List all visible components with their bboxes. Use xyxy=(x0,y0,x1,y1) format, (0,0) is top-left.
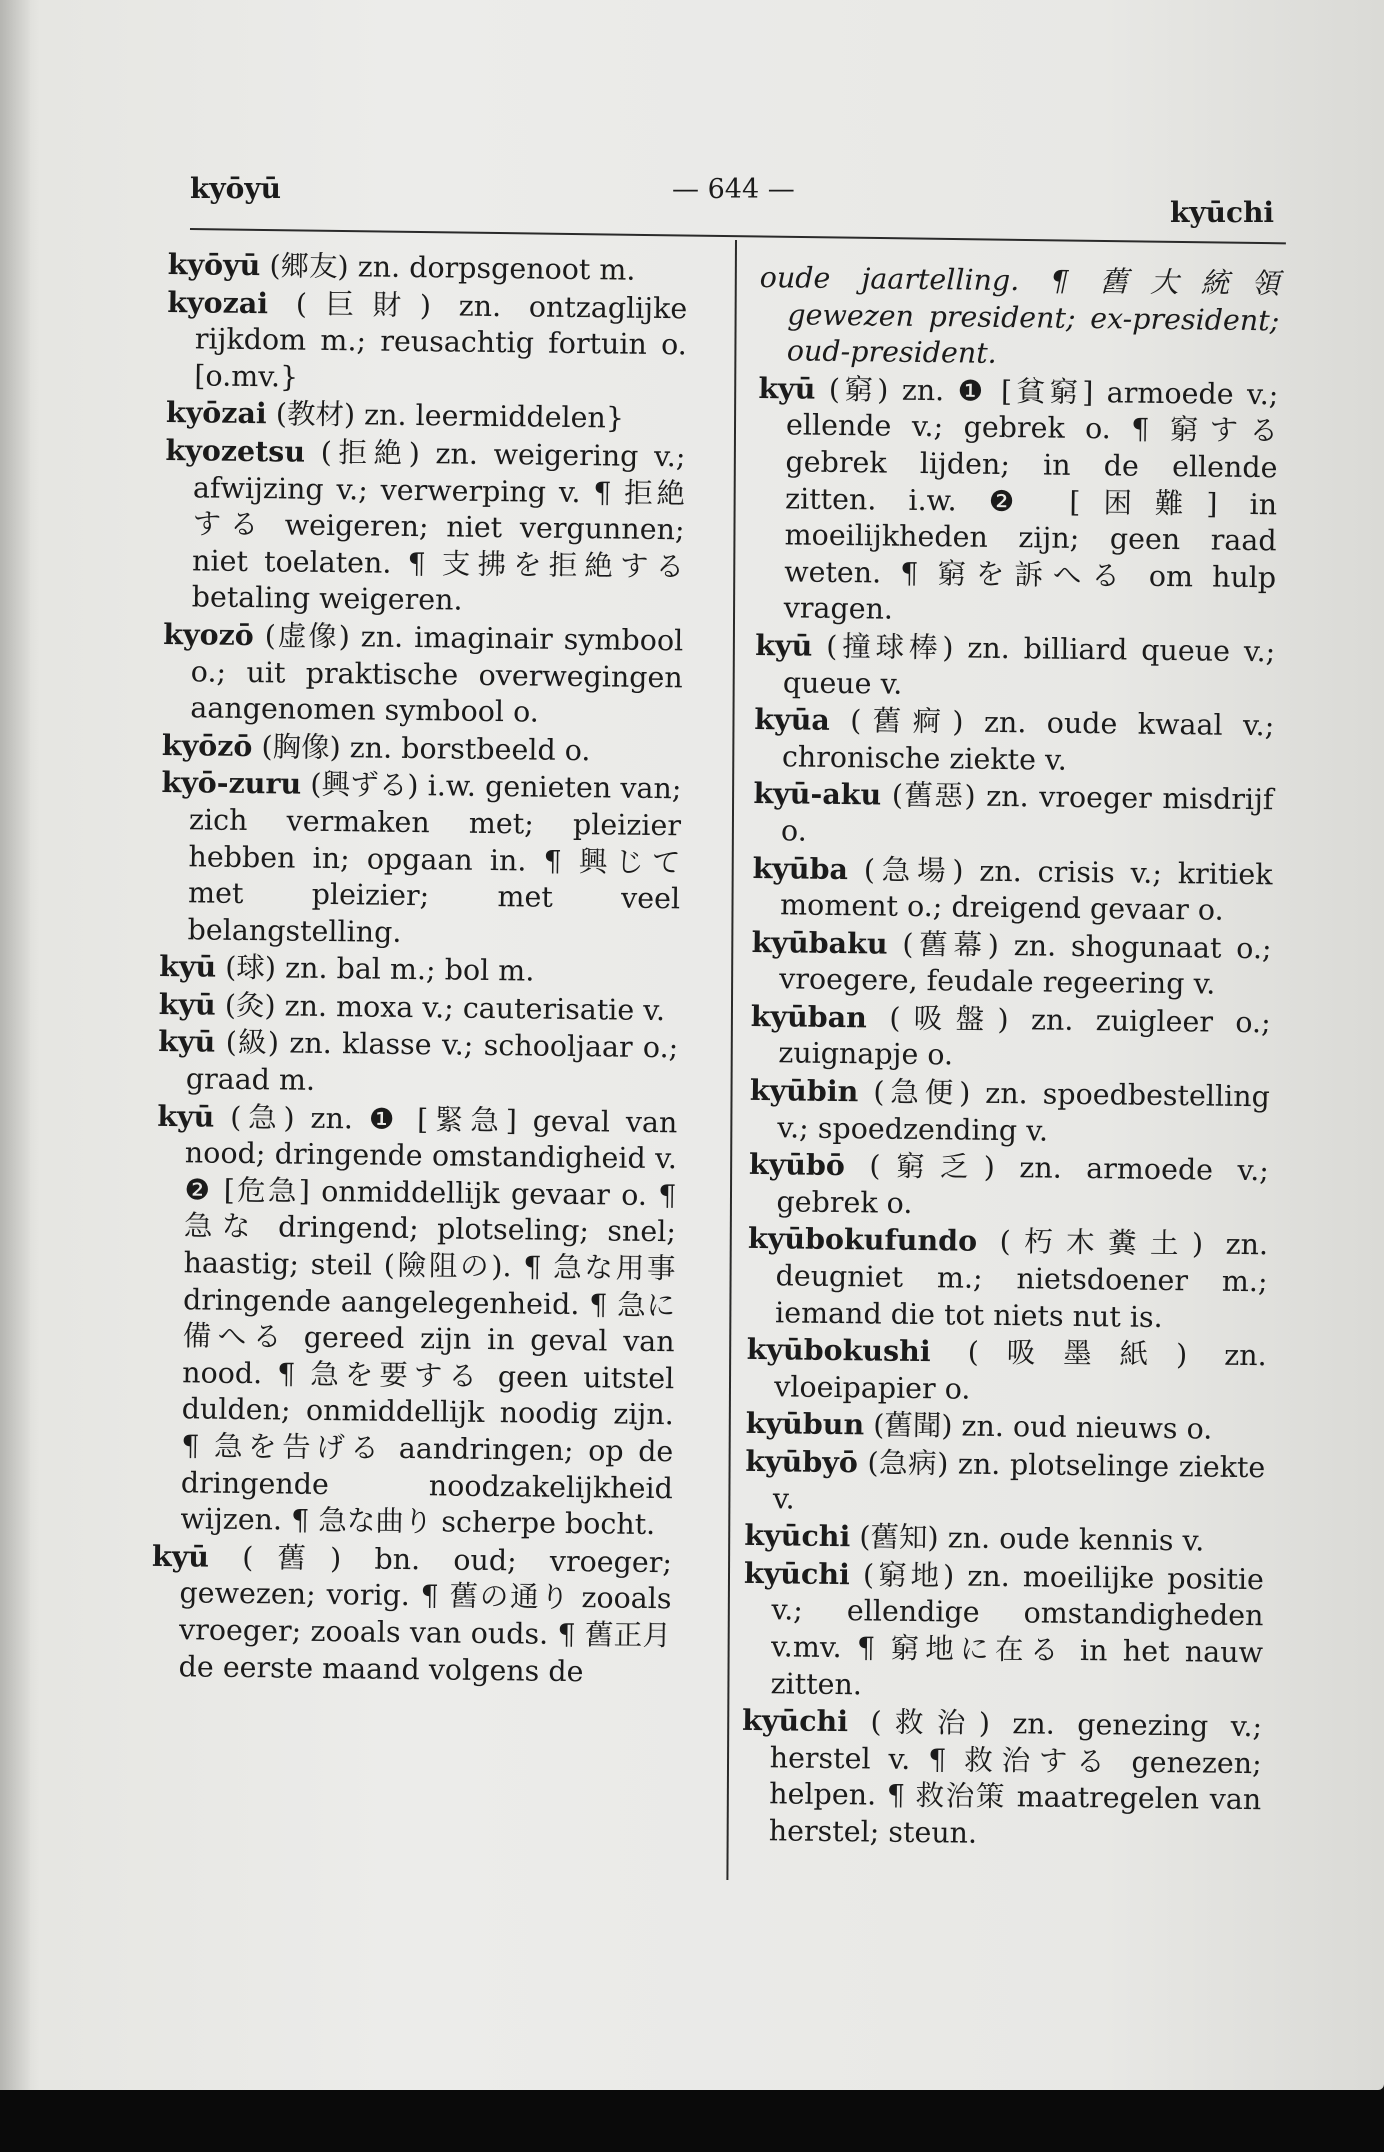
definition: (胸像) zn. borstbeeld o. xyxy=(261,729,591,767)
definition: (窮地) zn. moeilijke positie v.; ellendige omstandigheden v.mv. ¶ 窮地に在る in het nauw zitten. xyxy=(770,1558,1265,1701)
dictionary-entry xyxy=(756,370,1279,633)
definition: (舊聞) zn. oud nieuws o. xyxy=(873,1408,1213,1447)
definition: (朽木糞土) zn. deugniet m.; nietsdoener m.; iemand die tot niets nut is. xyxy=(774,1225,1269,1334)
definition: (巨財) zn. ontzaglijke rijkdom m.; reusachtig fortuin o. [o.mv.} xyxy=(194,287,688,394)
definition: (舊惡) zn. vroeger misdrijf o. xyxy=(780,778,1274,848)
right-column xyxy=(741,260,1280,1856)
definition: (吸盤) zn. zuigleer o.; zuignapje o. xyxy=(778,1001,1271,1072)
definition: (急病) zn. plotselinge ziekte v. xyxy=(772,1446,1266,1516)
page-gutter xyxy=(0,0,30,2090)
headword: kyūban xyxy=(750,998,868,1035)
dictionary-entry xyxy=(748,1146,1269,1227)
headword: kyūbun xyxy=(745,1406,865,1442)
dictionary-entry xyxy=(152,1098,677,1544)
dictionary-entry xyxy=(159,948,679,992)
definition: (急場) zn. crisis v.; kritiek moment o.; dreigend gevaar o. xyxy=(779,852,1273,927)
dictionary-entry xyxy=(742,1555,1264,1709)
dictionary-entry xyxy=(752,849,1273,930)
definition: (球) zn. bal m.; bol m. xyxy=(225,951,535,988)
dictionary-entry xyxy=(166,284,687,401)
headword: kyozetsu xyxy=(165,432,306,469)
headword: kyūbokushi xyxy=(746,1332,931,1369)
headword: kyō-zuru xyxy=(161,765,302,801)
left-column xyxy=(150,246,688,1691)
dictionary-entry xyxy=(750,998,1271,1079)
scan-background xyxy=(0,2090,1384,2152)
dictionary-entry xyxy=(158,1023,679,1104)
dictionary-entry xyxy=(751,924,1272,1005)
dictionary-entry xyxy=(744,1517,1264,1561)
definition: (灸) zn. moxa v.; cauterisatie v. xyxy=(224,988,666,1028)
headword: kyūa xyxy=(754,702,831,738)
headword: kyūbō xyxy=(748,1147,846,1183)
definition: (郷友) zn. dorpsgenoot m. xyxy=(269,249,636,287)
headword: kyū xyxy=(158,1024,216,1060)
headword: kyū xyxy=(755,627,813,663)
dictionary-entry xyxy=(162,727,682,771)
headword: kyozai xyxy=(167,284,269,320)
page-number: — 644 — xyxy=(672,174,795,205)
dictionary-entry xyxy=(749,1072,1270,1153)
dictionary-entry xyxy=(755,627,1276,708)
headword: kyūbyō xyxy=(745,1443,859,1480)
headword: kyozō xyxy=(163,616,254,653)
header-rule xyxy=(190,228,1286,244)
definition: (興ずる) i.w. genieten van; zich vermaken met; pleizier hebben in; opgaan in. ¶ 興じて met pleizier; met veel belangstelling. xyxy=(187,768,682,949)
headword: kyū xyxy=(157,1098,215,1134)
definition: (教材) zn. leermiddelen} xyxy=(275,397,625,435)
dictionary-entry xyxy=(150,1538,672,1692)
definition: oude jaartelling. ¶ 舊大統領 gewezen president; ex-president; oud-president. xyxy=(759,260,1280,371)
definition: (虚像) zn. imaginair symbool o.; uit praktische overwegingen aangenomen symbool o. xyxy=(190,619,684,729)
definition: (舊幕) zn. shogunaat o.; vroegere, feudale regeering v. xyxy=(779,927,1272,1001)
definition: (舊痾) zn. oude kwaal v.; chronische ziekte v. xyxy=(781,704,1275,777)
headword: kyū-aku xyxy=(753,776,882,812)
dictionary-entry-continuation xyxy=(759,260,1280,376)
headword: kyōzō xyxy=(161,727,253,763)
headword: kyū xyxy=(758,370,816,406)
definition: (舊知) zn. oude kennis v. xyxy=(859,1520,1205,1558)
headword: kyūbin xyxy=(749,1073,859,1109)
right-guide-word: kyūchi xyxy=(1170,196,1275,229)
headword: kyōzai xyxy=(165,395,267,431)
dictionary-entry xyxy=(746,1405,1266,1449)
definition: (急便) zn. spoedbestelling v.; spoedzending v. xyxy=(777,1075,1271,1148)
headword: kyū xyxy=(158,986,216,1022)
definition: (舊) bn. oud; vroeger; gewezen; vorig. ¶ 舊の通り zooals vroeger; zooals van ouds. ¶ 舊正月 de eerste maand volgens de xyxy=(178,1540,673,1688)
headword: kyūbokufundo xyxy=(747,1221,978,1259)
definition: (級) zn. klasse v.; schooljaar o.; graad m. xyxy=(185,1026,679,1097)
definition: (撞球棒) zn. billiard queue v.; queue v. xyxy=(782,629,1276,701)
definition: (吸墨紙) zn. vloeipapier o. xyxy=(774,1335,1267,1406)
dictionary-entry xyxy=(163,432,685,622)
dictionary-entry xyxy=(753,775,1274,856)
dictionary-entry xyxy=(168,246,688,290)
dictionary-entry xyxy=(747,1220,1268,1337)
dictionary-entry xyxy=(162,616,683,733)
headword: kyū xyxy=(151,1538,210,1574)
definition: (拒絶) zn. weigering v.; afwijzing v.; verwerping v. ¶ 拒絶する weigeren; niet vergunnen; niet toelaten. ¶ 支拂を拒絶する betaling weigeren. xyxy=(191,435,686,617)
dictionary-entry xyxy=(166,394,686,438)
headword: kyūbaku xyxy=(751,924,888,961)
dictionary-entry xyxy=(159,764,681,954)
definition: (救治) zn. genezing v.; herstel v. ¶ 救治する genezen; helpen. ¶ 救治策 maatregelen van herstel; steun. xyxy=(768,1705,1263,1850)
dictionary-entry xyxy=(746,1331,1267,1412)
definition: (急) zn. ❶ [緊急] geval van nood; dringende omstandigheid v. ❷ [危急] onmiddellijk gevaar o. ¶ 急な dringend; plotseling; snel; haastig; steil (險阻の). ¶ 急な用事 dringende aangelegenheid. ¶ 急に備へる gereed zijn in geval van nood. ¶ 急を要する geen uitstel dulden; onmiddellijk noodig zijn. ¶ 急を告げる aandringen; op de dringende noodzakelijkheid wijzen. ¶ 急な曲り scherpe bocht. xyxy=(180,1100,678,1542)
definition: (窮乏) zn. armoede v.; gebrek o. xyxy=(776,1149,1270,1220)
headword: kyū xyxy=(158,949,217,984)
column-divider xyxy=(726,240,737,1880)
headword: kyūba xyxy=(752,850,849,886)
headword: kyūchi xyxy=(743,1555,851,1591)
dictionary-entry xyxy=(745,1443,1266,1524)
dictionary-entry xyxy=(159,986,679,1030)
left-guide-word: kyōyū xyxy=(190,172,281,205)
headword: kyūchi xyxy=(744,1518,851,1554)
headword: kyōyū xyxy=(167,246,261,283)
dictionary-entry xyxy=(741,1702,1263,1856)
dictionary-entry xyxy=(754,701,1275,782)
headword: kyūchi xyxy=(741,1703,849,1739)
definition: (窮) zn. ❶ [貧窮] armoede v.; ellende v.; gebrek o. ¶ 窮する gebrek lijden; in de ellende zitten. i.w. ❷ [困難] in moeilijkheden zijn; geen raad weten. ¶ 窮を訴へる om hulp vragen. xyxy=(783,372,1279,626)
